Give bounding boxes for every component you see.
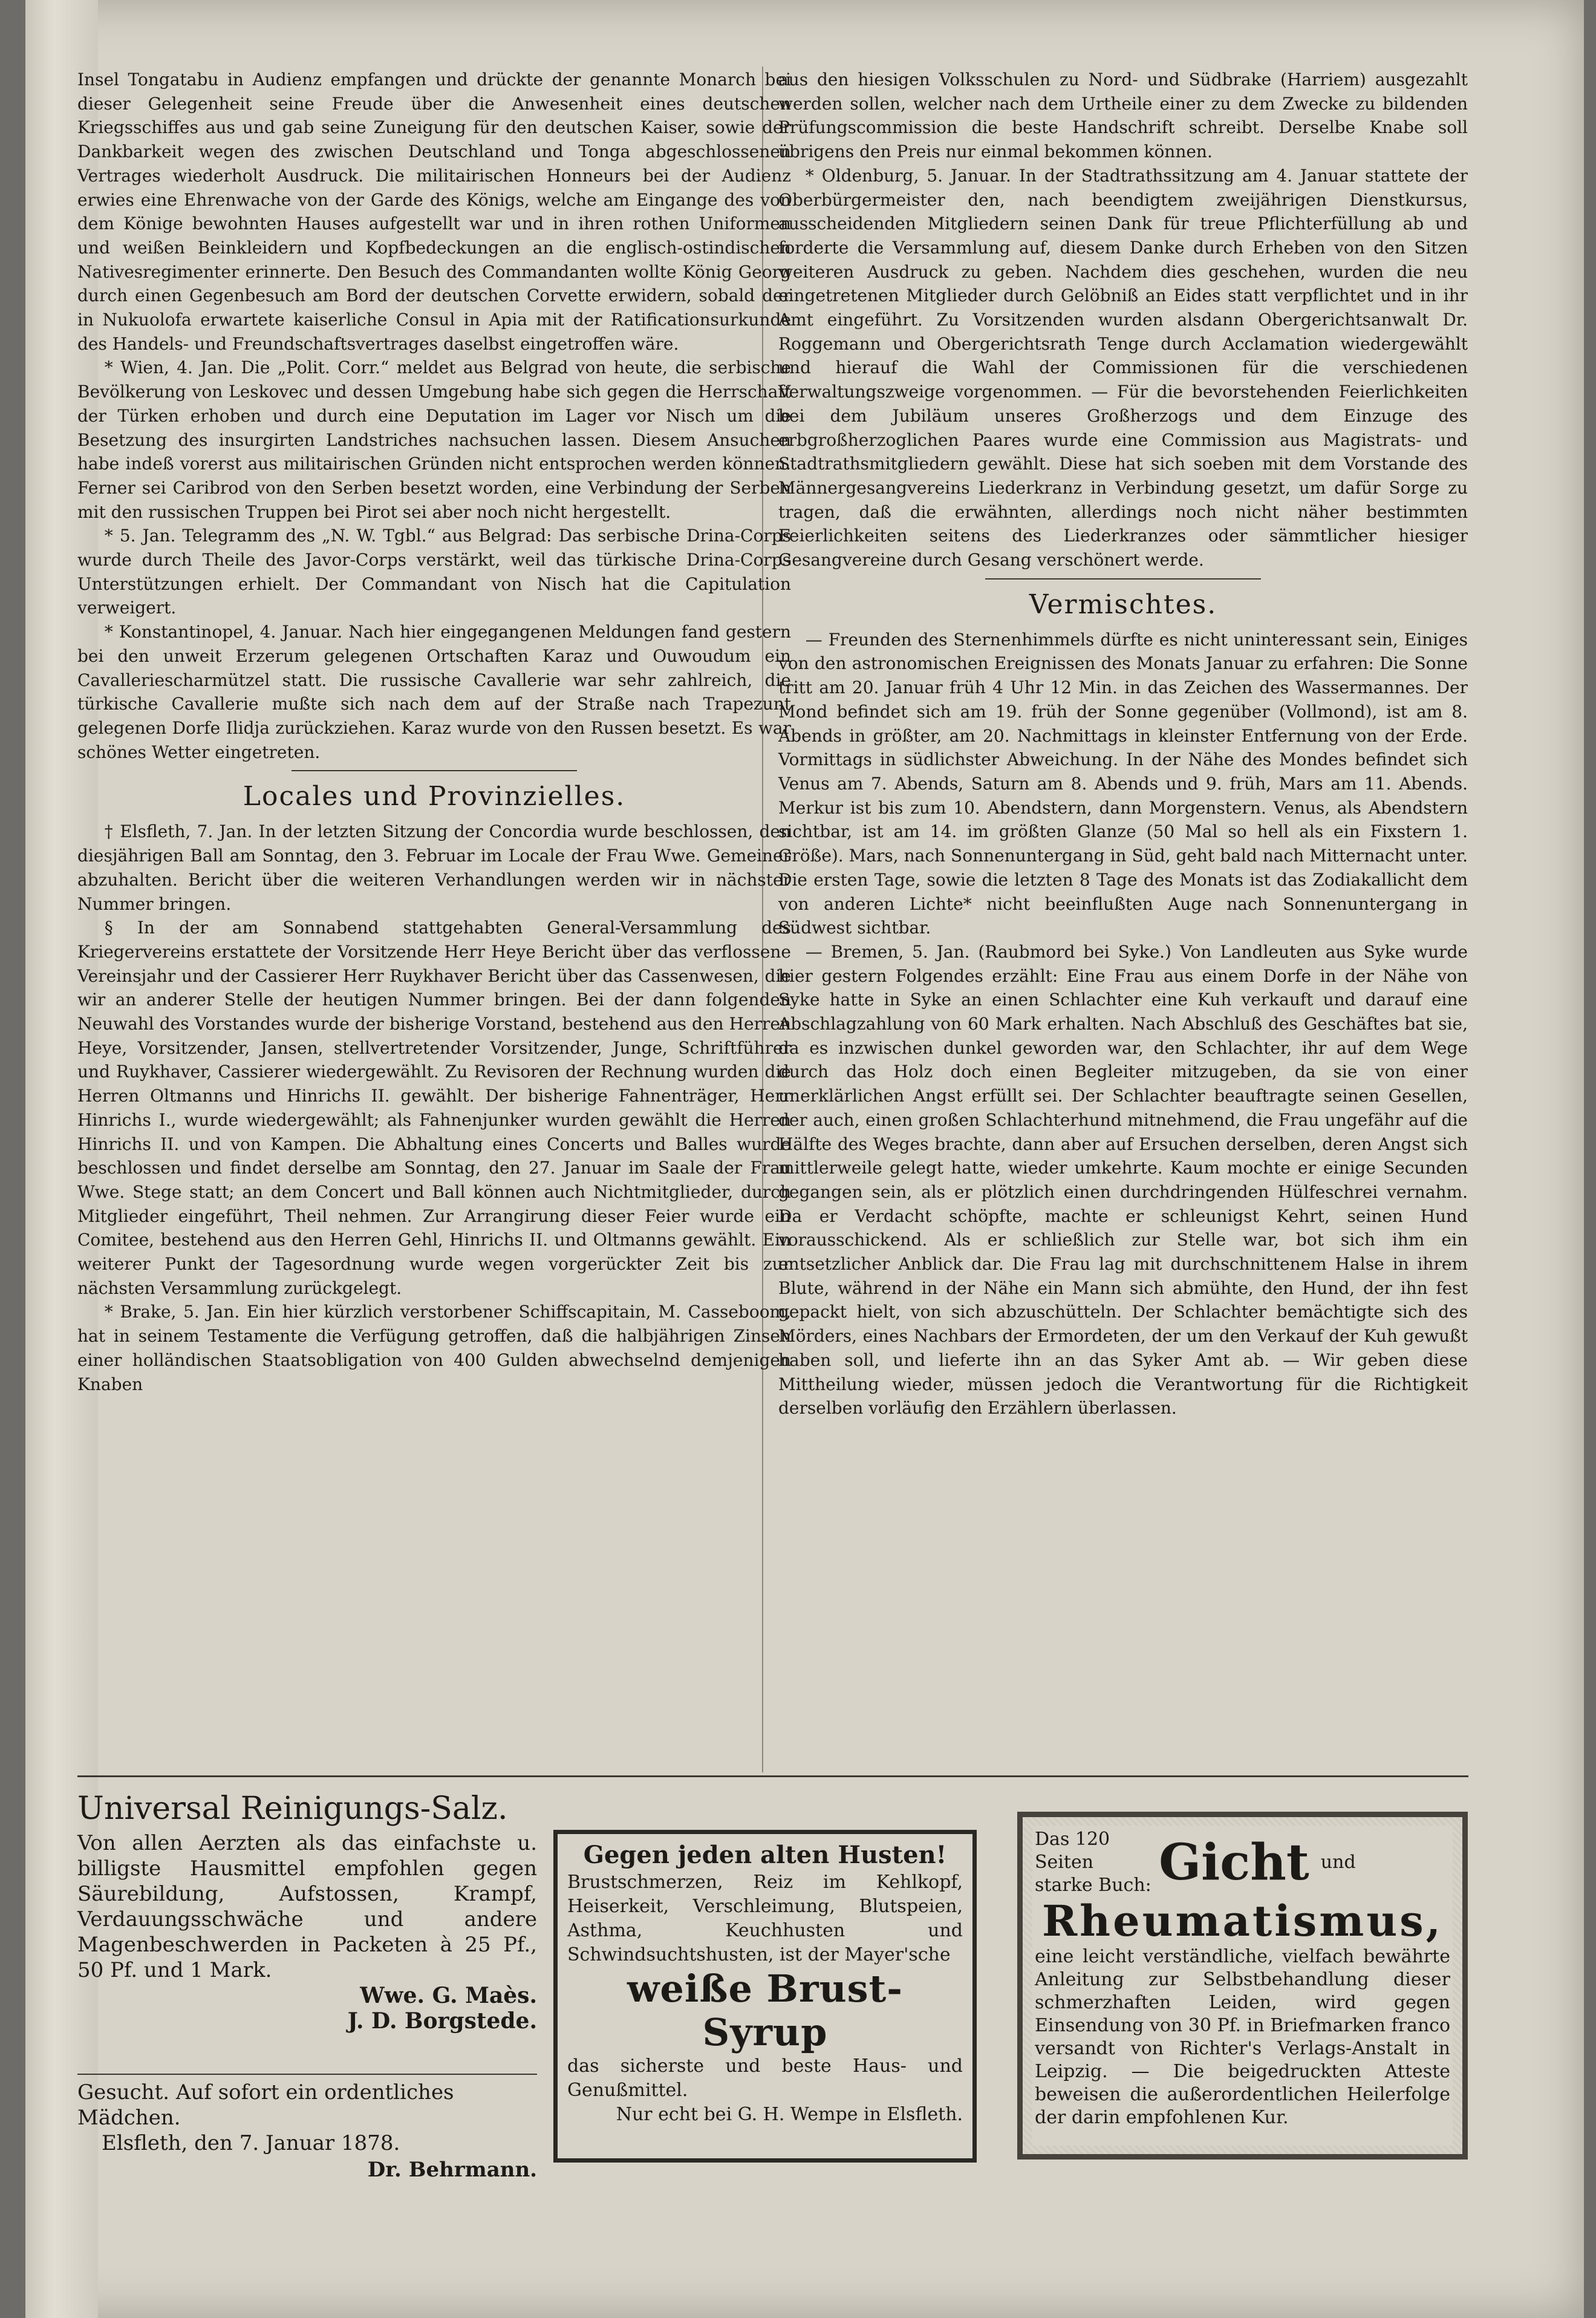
ad-gicht-rheumatismus: Rheumatismus, [1042, 1896, 1443, 1946]
ad-gicht-buch [1017, 1812, 1468, 2160]
ad-salz-title: Universal Reinigungs-Salz. [77, 1791, 508, 1827]
section-heading: Locales und Provinzielles. [243, 781, 626, 812]
ad-gesucht-sign: Dr. Behrmann. [367, 2158, 537, 2182]
section-rule [292, 770, 577, 771]
ad-brust-syrup [553, 1830, 977, 2163]
ad-gicht-und: und [1320, 1852, 1356, 1873]
left-column [77, 68, 791, 1396]
ad-salz-sign2: J. D. Borgstede. [347, 2008, 537, 2034]
ad-separator [77, 2074, 537, 2075]
ad-gesucht-body: Gesucht. Auf sofort ein ordentliches Mädchen. [77, 2080, 454, 2130]
article-paragraph: * Konstantinopel, 4. Januar. Nach hier eingegangenen Meldungen fand gestern bei den unweit Erzerum gelegenen Ortschaften Karaz und Ouwoudum ein Cavalleriescharmützel statt. Die russische Cavallerie war sehr zahlreich, die türkische Cavallerie mußte sich nach dem auf der Straße nach Trapezunt gelegenen Dorfe Ilidja zurückziehen. Karaz wurde von den Russen besetzt. Es war schönes Wetter eingetreten. [77, 622, 791, 762]
ad-salz-sign1: Wwe. G. Maès. [360, 1983, 537, 2008]
article-paragraph: Insel Tongatabu in Audienz empfangen und drückte der genannte Monarch bei dieser Gelegenheit seine Freude über die Anwesenheit eines deutschen Kriegsschiffes aus und gab seine Zuneigung für den deutschen Kaiser, sowie der Dankbarkeit wegen des zwischen Deutschland und Tonga abgeschlossenen Vertrages wiederholt Ausdruck. Die militairischen Honneurs bei der Audienz erwies eine Ehrenwache von der Garde des Königs, welche am Eingange des von dem Könige bewohnten Hauses aufgestellt war und in ihren rothen Uniformen und weißen Beinkleidern und Kopfbedeckungen an die englisch-ostindischen Nativesregimenter erinnerte. Den Besuch des Commandanten wollte König Georg durch einen Gegenbesuch am Bord der deutschen Corvette erwidern, sobald der in Nukuolofa erwartete kaiserliche Consul in Apia mit der Ratificationsurkunde des Handels- und Freundschaftsvertrages daselbst eingetroffen wäre. [77, 70, 791, 354]
article-paragraph: — Bremen, 5. Jan. (Raubmord bei Syke.) Von Landleuten aus Syke wurde hier gestern Folgendes erzählt: Eine Frau aus einem Dorfe in der Nähe von Syke hatte in Syke an einen Schlachter eine Kuh verkauft und darauf eine Abschlagzahlung von 60 Mark erhalten. Nach Abschluß des Geschäftes bat sie, da es inzwischen dunkel geworden war, den Schlachter, ihr auf dem Wege durch das Holz doch einen Begleiter mitzugeben, da sie von einer unerklärlichen Angst erfüllt sei. Der Schlachter beauftragte seinen Gesellen, der auch, einen großen Schlachterhund mitnehmend, die Frau ungefähr auf die Hälfte des Weges brachte, dann aber auf Ersuchen derselben, deren Angst sich mittlerweile gelegt hatte, wieder umkehrte. Kaum mochte er einige Secunden gegangen sein, als er plötzlich einen durchdringenden Hülfeschrei vernahm. Da er Verdacht schöpfte, machte er schleunigst Kehrt, seinen Hund vorausschickend. Als er schließlich zur Stelle war, bot sich ihm ein entsetzlicher Anblick dar. Die Frau lag mit durchschnittenem Halse in ihrem Blute, während in der Nähe ein Mann sich abmühte, den Hund, der ihn fest gepackt hielt, von sich abzuschütteln. Der Schlachter bemächtigte sich des Mörders, eines Nachbars der Ermordeten, der um den Verkauf der Kuh gewußt haben soll, und lieferte ihn an das Syker Amt ab. — Wir geben diese Mittheilung wieder, müssen jedoch die Verantwortung für die Richtigkeit derselben vorläufig den Erzählern überlassen. [778, 941, 1468, 1419]
newspaper-page [25, 0, 1584, 2318]
ad-husten-head: Gegen jeden alten Husten! [583, 1841, 947, 1869]
ad-gicht-title: Gicht [1159, 1833, 1309, 1892]
article-paragraph: aus den hiesigen Volksschulen zu Nord- und Südbrake (Harriem) ausgezahlt werden sollen, welcher nach dem Urtheile einer zu dem Zwecke zu bildenden Prüfungscommission die beste Handschrift schreibt. Derselbe Knabe soll übrigens den Preis nur einmal bekommen können. [778, 70, 1468, 162]
ad-husten-body: Brustschmerzen, Reiz im Kehlkopf, Heiserkeit, Verschleimung, Blutspeien, Asthma, Keuchhusten und Schwindsuchtshusten, ist der Mayer'sche [567, 1872, 963, 1965]
ads-divider [77, 1775, 1468, 1777]
ad-gicht-body: eine leicht verständliche, vielfach bewährte Anleitung zur Selbstbehandlung dieser schmerzhaften Leiden, wird gegen Einsendung von 30 Pf. in Briefmarken franco versandt von Richter's Verlags-Anstalt in Leipzig. — Die beigedruckten Atteste beweisen die außerordentlichen Heilerfolge der darin empfohlenen Kur. [1035, 1946, 1451, 2128]
ad-husten-seller: Nur echt bei G. H. Wempe in Elsfleth. [616, 2104, 963, 2125]
ad-husten-product: weiße Brust-Syrup [627, 1967, 903, 2054]
article-paragraph: * 5. Jan. Telegramm des „N. W. Tgbl.“ aus Belgrad: Das serbische Drina-Corps wurde durch Theile des Javor-Corps verstärkt, weil das türkische Drina-Corps Unterstützungen erhielt. Der Commandant von Nisch hat die Capitulation verweigert. [77, 526, 791, 618]
ad-gicht-intro: Das 120 Seiten starke Buch: [1035, 1829, 1151, 1896]
section-rule [985, 578, 1261, 580]
ad-reinigungs-salz [77, 1791, 537, 2057]
article-paragraph: — Freunden des Sternenhimmels dürfte es nicht uninteressant sein, Einiges von den astronomischen Ereignissen des Monats Januar zu erfahren: Die Sonne tritt am 20. Januar früh 4 Uhr 12 Min. in das Zeichen des Wassermannes. Der Mond befindet sich am 19. früh der Sonne gegenüber (Vollmond), ist am 8. Abends in größter, am 20. Nachmittags in kleinster Entfernung von der Erde. Vormittags in südlichster Abweichung. In der Nähe des Mondes befindet sich Venus am 7. Abends, Saturn am 8. Abends und 9. früh, Mars am 11. Abends. Merkur ist bis zum 10. Abendstern, dann Morgenstern. Venus, als Abendstern sichtbar, ist am 14. im größten Glanze (50 Mal so hell als ein Fixstern 1. Größe). Mars, nach Sonnenuntergang in Süd, geht bald nach Mitternacht unter. Die ersten Tage, sowie die letzten 8 Tage des Monats ist das Zodiakallicht dem von anderen Lichte* nicht beeinflußten Auge nach Sonnenuntergang in Südwest sichtbar. [778, 629, 1468, 938]
article-paragraph: * Brake, 5. Jan. Ein hier kürzlich verstorbener Schiffscapitain, M. Casseboom, hat in seinem Testamente die Verfügung getroffen, daß die halbjährigen Zinsen einer holländischen Staatsobligation von 400 Gulden abwechselnd demjenigen Knaben [77, 1302, 791, 1394]
section-heading: Vermischtes. [1029, 589, 1217, 620]
article-paragraph: * Wien, 4. Jan. Die „Polit. Corr.“ meldet aus Belgrad von heute, die serbische Bevölkerung von Leskovec und dessen Umgebung habe sich gegen die Herrschaft der Türken erhoben und durch eine Deputation im Lager vor Nisch um die Besetzung des insurgirten Landstriches nachsuchen lassen. Diesem Ansuchen habe indeß vorerst aus militairischen Gründen nicht entsprochen werden können. Ferner sei Caribrod von den Serben besetzt worden, eine Verbindung der Serben mit den russischen Truppen bei Pirot sei aber noch nicht hergestellt. [77, 357, 791, 522]
ad-gesucht-date: Elsfleth, den 7. Januar 1878. [102, 2131, 400, 2155]
ad-gesucht [77, 2069, 537, 2268]
ad-salz-body: Von allen Aerzten als das einfachste u. billigste Hausmittel empfohlen gegen Säurebildung, Aufstossen, Krampf, Verdauungsschwäche und andere Magenbeschwerden in Packeten à 25 Pf., 50 Pf. und 1 Mark. [77, 1831, 537, 1982]
article-paragraph: § In der am Sonnabend stattgehabten General-Versammlung des Kriegervereins erstattete der Vorsitzende Herr Heye Bericht über das verflossene Vereinsjahr und der Cassierer Herr Ruykhaver Bericht über das Cassenwesen, die wir an anderer Stelle der heutigen Nummer bringen. Bei der dann folgenden Neuwahl des Vorstandes wurde der bisherige Vorstand, bestehend aus den Herren Heye, Vorsitzender, Jansen, stellvertretender Vorsitzender, Junge, Schriftführer und Ruykhaver, Cassierer wiedergewählt. Zu Revisoren der Rechnung wurden die Herren Oltmanns und Hinrichs II. gewählt. Der bisherige Fahnenträger, Herr Hinrichs I., wurde wiedergewählt; als Fahnenjunker wurden gewählt die Herren Hinrichs II. und von Kampen. Die Abhaltung eines Concerts und Balles wurde beschlossen und findet derselbe am Sonntag, den 27. Januar im Saale der Frau Wwe. Stege statt; an dem Concert und Ball können auch Nichtmitglieder, durch Mitglieder eingeführt, Theil nehmen. Zur Arrangirung dieser Feier wurde ein Comitee, bestehend aus den Herren Gehl, Hinrichs II. und Oltmanns gewählt. Ein weiterer Punkt der Tagesordnung wurde wegen vorgerückter Zeit bis zur nächsten Versammlung zurückgelegt. [77, 918, 791, 1298]
article-paragraph: * Oldenburg, 5. Januar. In der Stadtrathssitzung am 4. Januar stattete der Oberbürgermeister den, nach beendigtem zweijährigen Dienstkursus, ausscheidenden Mitgliedern seinen Dank für treue Pflichterfüllung ab und forderte die Versammlung auf, diesem Danke durch Erheben von den Sitzen weiteren Ausdruck zu geben. Nachdem dies geschehen, wurden die neu eingetretenen Mitglieder durch Gelöbniß an Eides statt verpflichtet und in ihr Amt eingeführt. Zu Vorsitzenden wurden alsdann Obergerichtsanwalt Dr. Roggemann und Obergerichtsrath Tenge durch Acclamation wiedergewählt und hierauf die Wahl der Commissionen für die verschiedenen Verwaltungszweige vorgenommen. — Für die bevorstehenden Feierlichkeiten bei dem Jubiläum unseres Großherzogs und dem Einzuge des erbgroßherzoglichen Paares wurde eine Commission aus Magistrats- und Stadtrathsmitgliedern gewählt. Diese hat sich soeben mit dem Vorstande des Männergesangvereins Liederkranz in Verbindung gesetzt, um dafür Sorge zu tragen, daß die erwähnten, allerdings noch nicht näher bestimmten Feierlichkeiten seitens des Liederkranzes oder sämmtlicher hiesiger Gesangvereine durch Gesang verschönert werde. [778, 165, 1468, 570]
ad-husten-body2: das sicherste und beste Haus- und Genußmittel. [567, 2055, 963, 2101]
right-column [778, 68, 1468, 1420]
article-paragraph: † Elsfleth, 7. Jan. In der letzten Sitzung der Concordia wurde beschlossen, den diesjährigen Ball am Sonntag, den 3. Februar im Locale der Frau Wwe. Gemeiner abzuhalten. Bericht über die weiteren Verhandlungen werden wir in nächster Nummer bringen. [77, 821, 791, 914]
